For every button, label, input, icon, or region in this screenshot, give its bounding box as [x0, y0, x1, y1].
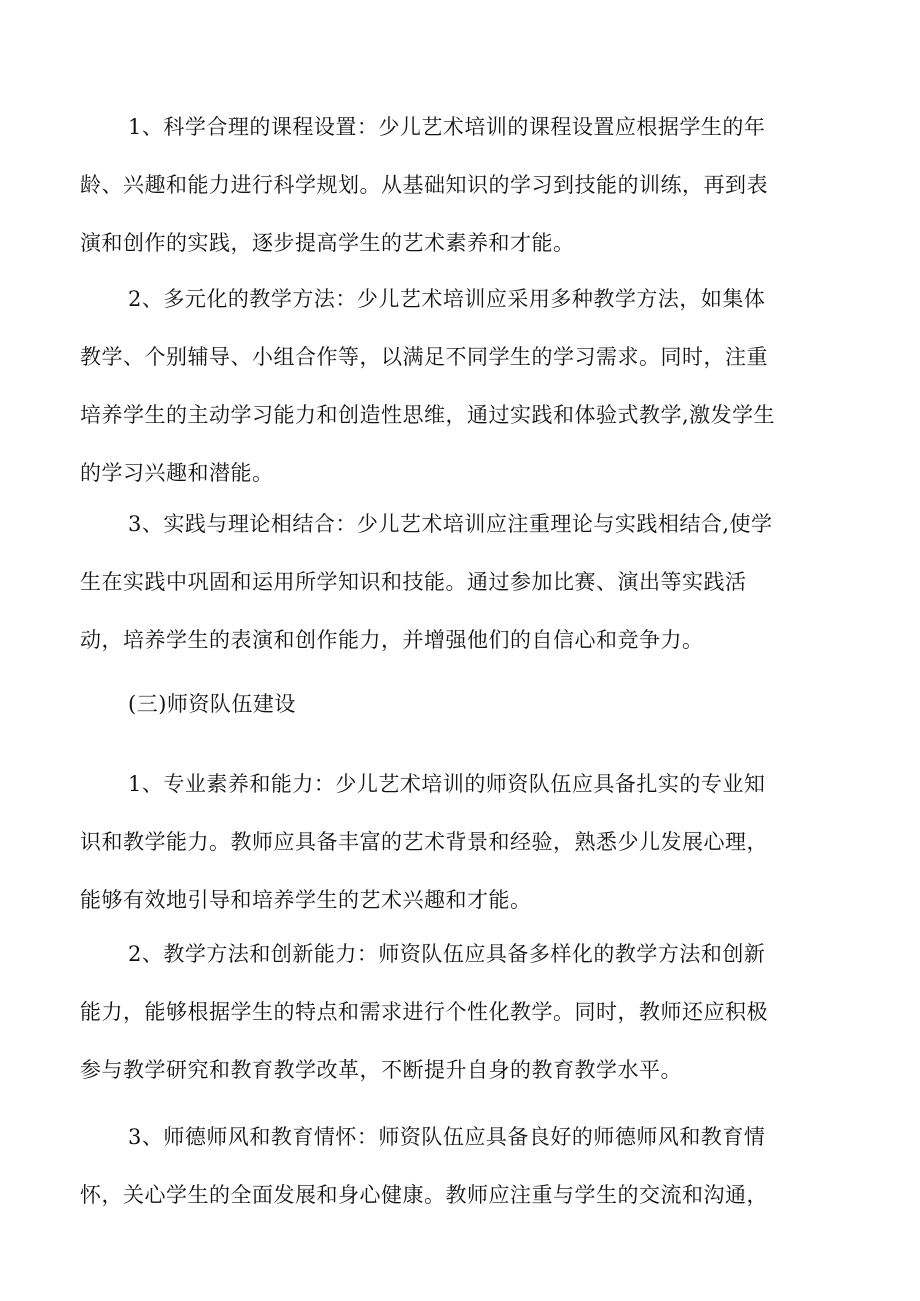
- paragraph-line: 动，培养学生的表演和创作能力，并增强他们的自信心和竞争力。: [80, 628, 704, 652]
- paragraph-line: 能力，能够根据学生的特点和需求进行个性化教学。同时，教师还应积极: [80, 1000, 768, 1024]
- paragraph-practice-theory: [80, 495, 840, 669]
- section-heading: (三)师资队伍建设: [128, 692, 296, 716]
- paragraph-line: 的学习兴趣和潜能。: [80, 461, 274, 485]
- paragraph-line: 培养学生的主动学习能力和创造性思维，通过实践和体验式教学,激发学生: [80, 403, 776, 427]
- paragraph-line: 1、科学合理的课程设置：少儿艺术培训的课程设置应根据学生的年: [128, 115, 766, 139]
- paragraph-line: 教学、个别辅导、小组合作等，以满足不同学生的学习需求。同时，注重: [80, 345, 768, 369]
- paragraph-line: 演和创作的实践，逐步提高学生的艺术素养和才能。: [80, 231, 575, 255]
- paragraph-professional-quality: [80, 755, 840, 929]
- paragraph-line: 龄、兴趣和能力进行科学规划。从基础知识的学习到技能的训练，再到表: [80, 173, 768, 197]
- paragraph-line: 2、教学方法和创新能力：师资队伍应具备多样化的教学方法和创新: [128, 942, 766, 966]
- paragraph-line: 能够有效地引导和培养学生的艺术兴趣和才能。: [80, 888, 532, 912]
- paragraph-ethics: [80, 1108, 840, 1224]
- paragraph-line: 生在实践中巩固和运用所学知识和技能。通过参加比赛、演出等实践活: [80, 570, 747, 594]
- paragraph-line: 识和教学能力。教师应具备丰富的艺术背景和经验，熟悉少儿发展心理，: [80, 830, 768, 854]
- paragraph-line: 2、多元化的教学方法：少儿艺术培训应采用多种教学方法，如集体: [128, 287, 766, 311]
- paragraph-line: 3、实践与理论相结合：少儿艺术培训应注重理论与实践相结合,使学: [128, 512, 773, 536]
- paragraph-line: 1、专业素养和能力：少儿艺术培训的师资队伍应具备扎实的专业知: [128, 772, 766, 796]
- paragraph-teaching-methods: [80, 270, 840, 502]
- paragraph-line: 怀，关心学生的全面发展和身心健康。教师应注重与学生的交流和沟通，: [80, 1183, 768, 1207]
- paragraph-line: 参与教学研究和教育教学改革，不断提升自身的教育教学水平。: [80, 1058, 682, 1082]
- paragraph-innovation: [80, 925, 840, 1099]
- paragraph-course-design: [80, 98, 840, 272]
- paragraph-line: 3、师德师风和教育情怀：师资队伍应具备良好的师德师风和教育情: [128, 1125, 766, 1149]
